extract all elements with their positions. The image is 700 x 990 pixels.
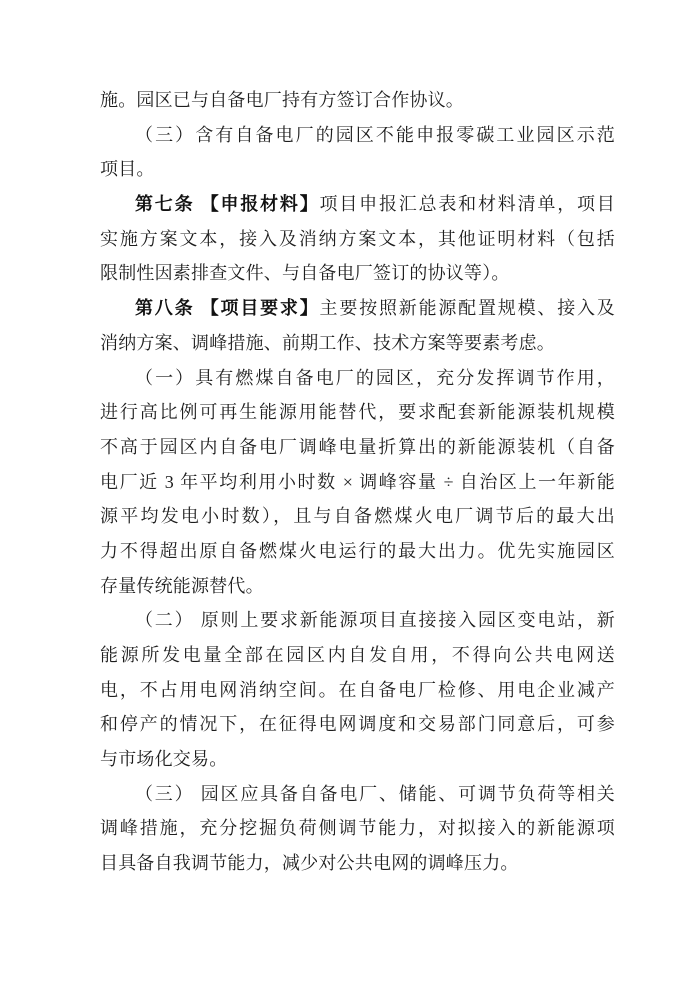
line-text: （二） 原则上要求新能源项目直接接入园区变电站，新 [135, 610, 615, 631]
line-text: （三） 园区应具备自备电厂、储能、可调节负荷等相关 [135, 783, 615, 804]
line-text: 进行高比例可再生能源用能替代，要求配套新能源装机规模 [100, 402, 615, 423]
line-text: 主要按照新能源配置规模、接入及 [319, 298, 615, 319]
text-line [100, 603, 615, 638]
text-line [100, 395, 615, 430]
line-text: 力不得超出原自备燃煤火电运行的最大出力。优先实施园区 [100, 540, 615, 561]
line-text: 能源所发电量全部在园区内自发自用，不得向公共电网送 [100, 645, 615, 665]
text-line [100, 118, 615, 153]
text-line [100, 83, 615, 118]
text-line [100, 326, 615, 361]
line-text: 源平均发电小时数），且与自备燃煤火电厂调节后的最大出 [100, 506, 615, 527]
line-text: 目具备自我调节能力，减少对公共电网的调峰压力。 [100, 853, 519, 874]
text-line [100, 222, 615, 257]
text-line [100, 777, 615, 812]
text-line [100, 152, 615, 187]
line-text: 电，不占用电网消纳空间。在自备电厂检修、用电企业减产 [100, 679, 615, 700]
text-line [100, 569, 615, 604]
text-line [100, 534, 615, 569]
line-text: 项目申报汇总表和材料清单，项目 [319, 194, 615, 215]
line-text: 与市场化交易。 [100, 749, 228, 770]
text-line [100, 707, 615, 742]
line-text: 项目。 [100, 159, 155, 180]
text-line [100, 673, 615, 708]
line-text: （一）具有燃煤自备电厂的园区，充分发挥调节作用， [135, 367, 615, 388]
article-heading: 第七条 【申报材料】 [135, 194, 320, 215]
text-line [100, 361, 615, 396]
text-line [100, 811, 615, 846]
line-text: 和停产的情况下，在征得电网调度和交易部门同意后，可参 [100, 714, 615, 735]
line-text: 限制性因素排查文件、与自备电厂签订的协议等）。 [100, 263, 510, 284]
text-line [100, 499, 615, 534]
article-heading: 第八条 【项目要求】 [135, 298, 320, 319]
text-line [100, 465, 615, 500]
text-line [100, 430, 615, 465]
text-line [100, 187, 615, 222]
text-line [100, 638, 615, 673]
text-line [100, 742, 615, 777]
line-text: （三）含有自备电厂的园区不能申报零碳工业园区示范 [135, 124, 615, 145]
line-text: 调峰措施，充分挖掘负荷侧调节能力，对拟接入的新能源项 [100, 818, 615, 839]
text-line [100, 256, 615, 291]
line-text: 不高于园区内自备电厂调峰电量折算出的新能源装机（自备 [100, 436, 615, 457]
line-text: 施。园区已与自备电厂持有方签订合作协议。 [100, 90, 464, 110]
line-text: 电厂近 3 年平均利用小时数 × 调峰容量 ÷ 自治区上一年新能 [100, 471, 615, 492]
text-line [100, 291, 615, 326]
line-text: 消纳方案、调峰措施、前期工作、技术方案等要素考虑。 [100, 332, 555, 353]
line-text: 存量传统能源替代。 [100, 575, 264, 596]
line-text: 实施方案文本，接入及消纳方案文本，其他证明材料（包括 [100, 228, 615, 249]
text-line [100, 846, 615, 881]
